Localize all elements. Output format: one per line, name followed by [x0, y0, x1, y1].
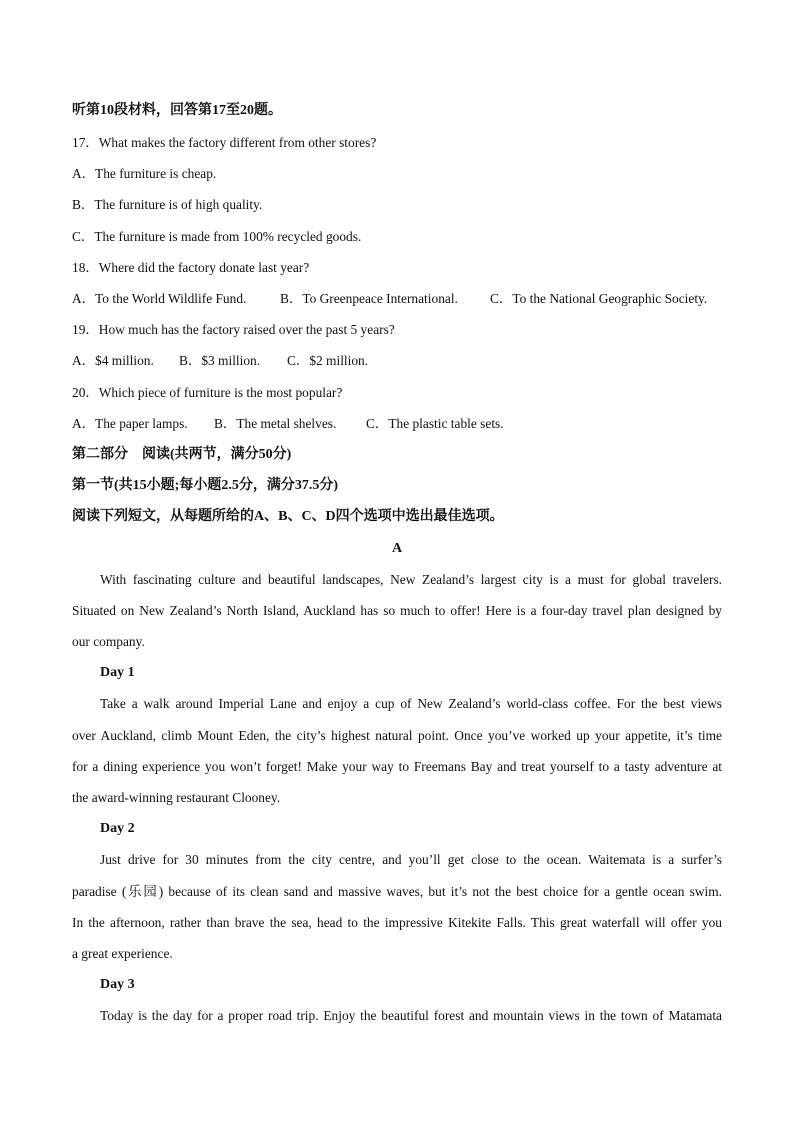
day-1-line-1: Take a walk around Imperial Lane and enjoy a cup of New Zealand’s world-class coffee. For the best views [100, 696, 722, 711]
day-3-label: Day 3 [100, 977, 135, 992]
question-20-stem: 20．Which piece of furniture is the most popular? [72, 385, 343, 400]
question-18-stem: 18．Where did the factory donate last year? [72, 260, 310, 275]
question-17-option-a: A．The furniture is cheap. [72, 166, 217, 181]
day-1-line-4: the award-winning restaurant Clooney. [72, 790, 281, 805]
question-19-stem: 19．How much has the factory raised over the past 5 years? [72, 322, 395, 337]
question-18-options [72, 290, 707, 308]
listening-header: 听第10段材料，回答第17至20题。 [72, 103, 282, 118]
question-20-options [72, 415, 504, 433]
day-1-label: Day 1 [100, 665, 135, 680]
day-2-line-2: paradise (乐园) because of its clean sand and massive waves, but it’s not the best choice for a gentle ocean swim. [72, 884, 722, 899]
question-19-option-c: C．$2 million. [287, 353, 369, 368]
question-18-option-b: B．To Greenpeace International. [280, 291, 458, 306]
reading-section-title: 第一节(共15小题;每小题2.5分，满分37.5分) [72, 478, 338, 493]
day-1-line-2: over Auckland, climb Mount Eden, the city’s highest natural point. Once you’ve worked up your appetite, it’s time [72, 728, 722, 743]
day-2-line-4: a great experience. [72, 946, 173, 961]
question-17-option-b: B．The furniture is of high quality. [72, 197, 263, 212]
question-18-option-a: A．To the World Wildlife Fund. [72, 291, 247, 306]
day-1-line-3: for a dining experience you won’t forget! Make your way to Freemans Bay and treat yourself to a tasty adventure at [72, 759, 722, 774]
intro-line-3: our company. [72, 634, 145, 649]
question-18-option-c: C．To the National Geographic Society. [490, 291, 708, 306]
passage-label: A [391, 541, 403, 556]
question-19-option-b: B．$3 million. [179, 353, 261, 368]
day-2-line-1: Just drive for 30 minutes from the city centre, and you’ll get close to the ocean. Waitemata is a surfer’s [100, 852, 722, 867]
intro-line-2: Situated on New Zealand’s North Island, Auckland has so much to offer! Here is a four-day travel plan designed by [72, 603, 722, 618]
day-2-label: Day 2 [100, 821, 135, 836]
question-20-option-b: B．The metal shelves. [214, 416, 337, 431]
reading-instruction: 阅读下列短文，从每题所给的A、B、C、D四个选项中选出最佳选项。 [72, 509, 504, 524]
question-20-option-a: A．The paper lamps. [72, 416, 188, 431]
question-17-stem: 17．What makes the factory different from other stores? [72, 135, 377, 150]
intro-line-1: With fascinating culture and beautiful landscapes, New Zealand’s largest city is a must for global travelers. [100, 572, 722, 587]
day-3-line-1: Today is the day for a proper road trip. Enjoy the beautiful forest and mountain views in the town of Matamata [100, 1008, 722, 1023]
question-17-option-c: C．The furniture is made from 100% recycled goods. [72, 229, 362, 244]
day-2-line-3: In the afternoon, rather than brave the sea, head to the impressive Kitekite Falls. This great waterfall will offer you [72, 915, 722, 930]
question-20-option-c: C．The plastic table sets. [366, 416, 504, 431]
question-19-option-a: A．$4 million. [72, 353, 154, 368]
reading-part-title: 第二部分 阅读(共两节，满分50分) [72, 447, 292, 462]
question-19-options [72, 352, 368, 370]
